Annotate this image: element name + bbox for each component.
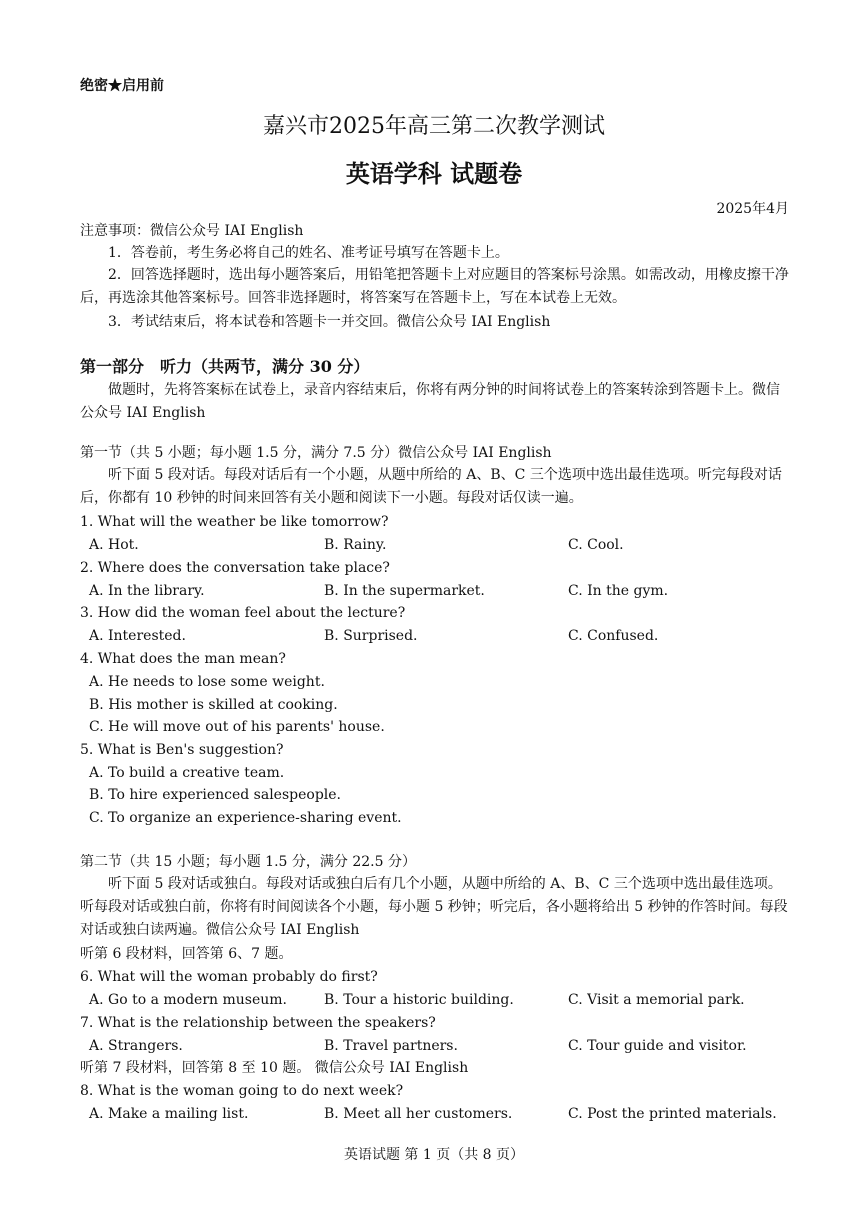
q4-option-b: B. His mother is skilled at cooking. — [89, 697, 338, 713]
notice-heading: 注意事项：微信公众号 IAI English — [80, 223, 304, 239]
q4-option-c: C. He will move out of his parents' house. — [89, 719, 385, 735]
q7-option-a: A. Strangers. — [89, 1038, 183, 1054]
section1-intro: 听下面 5 段对话。每段对话后有一个小题，从题中所给的 A、B、C 三个选项中选出最佳选项。听完每段对话后，你都有 10 秒钟的时间来回答有关小题和阅读下一小题。每段对话仅读一遍。 — [80, 467, 782, 506]
part1-heading: 第一部分 听力（共两节，满分 30 分） — [80, 357, 370, 376]
question-4: 4. What does the man mean? — [80, 651, 286, 667]
q6-option-c: C. Visit a memorial park. — [568, 992, 745, 1008]
confidential-label: 绝密★启用前 — [80, 78, 164, 94]
q5-option-b: B. To hire experienced salespeople. — [89, 787, 342, 803]
q1-option-a: A. Hot. — [89, 537, 139, 553]
q2-option-a: A. In the library. — [89, 583, 205, 599]
section1-heading: 第一节（共 5 小题；每小题 1.5 分，满分 7.5 分）微信公众号 IAI English — [80, 445, 552, 461]
q6-option-b: B. Tour a historic building. — [324, 992, 514, 1008]
section2-heading: 第二节（共 15 小题；每小题 1.5 分，满分 22.5 分） — [80, 854, 416, 870]
section2-intro: 听下面 5 段对话或独白。每段对话或独白后有几个小题，从题中所给的 A、B、C 三个选项中选出最佳选项。听每段对话或独白前，你将有时间阅读各个小题，每小题 5 秒钟；听完后，各小题将给出 5 秒钟的作答时间。每段对话或独白读两遍。微信公众号 IAI English — [80, 876, 788, 938]
question-6: 6. What will the woman probably do first? — [80, 969, 378, 985]
q3-option-b: B. Surprised. — [324, 628, 418, 644]
q3-option-a: A. Interested. — [89, 628, 186, 644]
question-7: 7. What is the relationship between the speakers? — [80, 1015, 436, 1031]
q7-option-b: B. Travel partners. — [324, 1038, 458, 1054]
q2-option-b: B. In the supermarket. — [324, 583, 485, 599]
exam-subtitle: 英语学科 试题卷 — [345, 159, 523, 188]
material-6-instruction: 听第 6 段材料，回答第 6、7 题。 — [80, 946, 293, 962]
q8-option-b: B. Meet all her customers. — [324, 1106, 513, 1122]
question-5: 5. What is Ben's suggestion? — [80, 742, 284, 758]
question-2: 2. Where does the conversation take place? — [80, 560, 390, 576]
exam-date: 2025年4月 — [716, 201, 789, 217]
q7-option-c: C. Tour guide and visitor. — [568, 1038, 747, 1054]
notice-item-2: 2．回答选择题时，选出每小题答案后，用铅笔把答题卡上对应题目的答案标号涂黑。如需改动，用橡皮擦干净后，再选涂其他答案标号。回答非选择题时，将答案写在答题卡上，写在本试卷上无效。 — [80, 267, 789, 306]
question-1: 1. What will the weather be like tomorrow? — [80, 514, 389, 530]
material-7-instruction: 听第 7 段材料，回答第 8 至 10 题。 微信公众号 IAI English — [80, 1060, 469, 1076]
question-8: 8. What is the woman going to do next week? — [80, 1083, 404, 1099]
q2-option-c: C. In the gym. — [568, 583, 669, 599]
notice-item-3: 3．考试结束后，将本试卷和答题卡一并交回。微信公众号 IAI English — [108, 314, 551, 330]
q8-option-c: C. Post the printed materials. — [568, 1106, 777, 1122]
q6-option-a: A. Go to a modern museum. — [89, 992, 287, 1008]
q1-option-b: B. Rainy. — [324, 537, 387, 553]
q4-option-a: A. He needs to lose some weight. — [89, 674, 325, 690]
q5-option-c: C. To organize an experience-sharing event. — [89, 810, 402, 826]
page-footer: 英语试题 第 1 页（共 8 页） — [343, 1147, 525, 1163]
q5-option-a: A. To build a creative team. — [89, 765, 285, 781]
q8-option-a: A. Make a mailing list. — [89, 1106, 249, 1122]
q3-option-c: C. Confused. — [568, 628, 659, 644]
question-3: 3. How did the woman feel about the lecture? — [80, 605, 406, 621]
q1-option-c: C. Cool. — [568, 537, 624, 553]
exam-title: 嘉兴市2025年高三第二次教学测试 — [263, 114, 605, 139]
part1-intro: 做题时，先将答案标在试卷上，录音内容结束后，你将有两分钟的时间将试卷上的答案转涂到答题卡上。微信公众号 IAI English — [80, 382, 780, 421]
notice-item-1: 1．答卷前，考生务必将自己的姓名、准考证号填写在答题卡上。 — [108, 245, 509, 261]
